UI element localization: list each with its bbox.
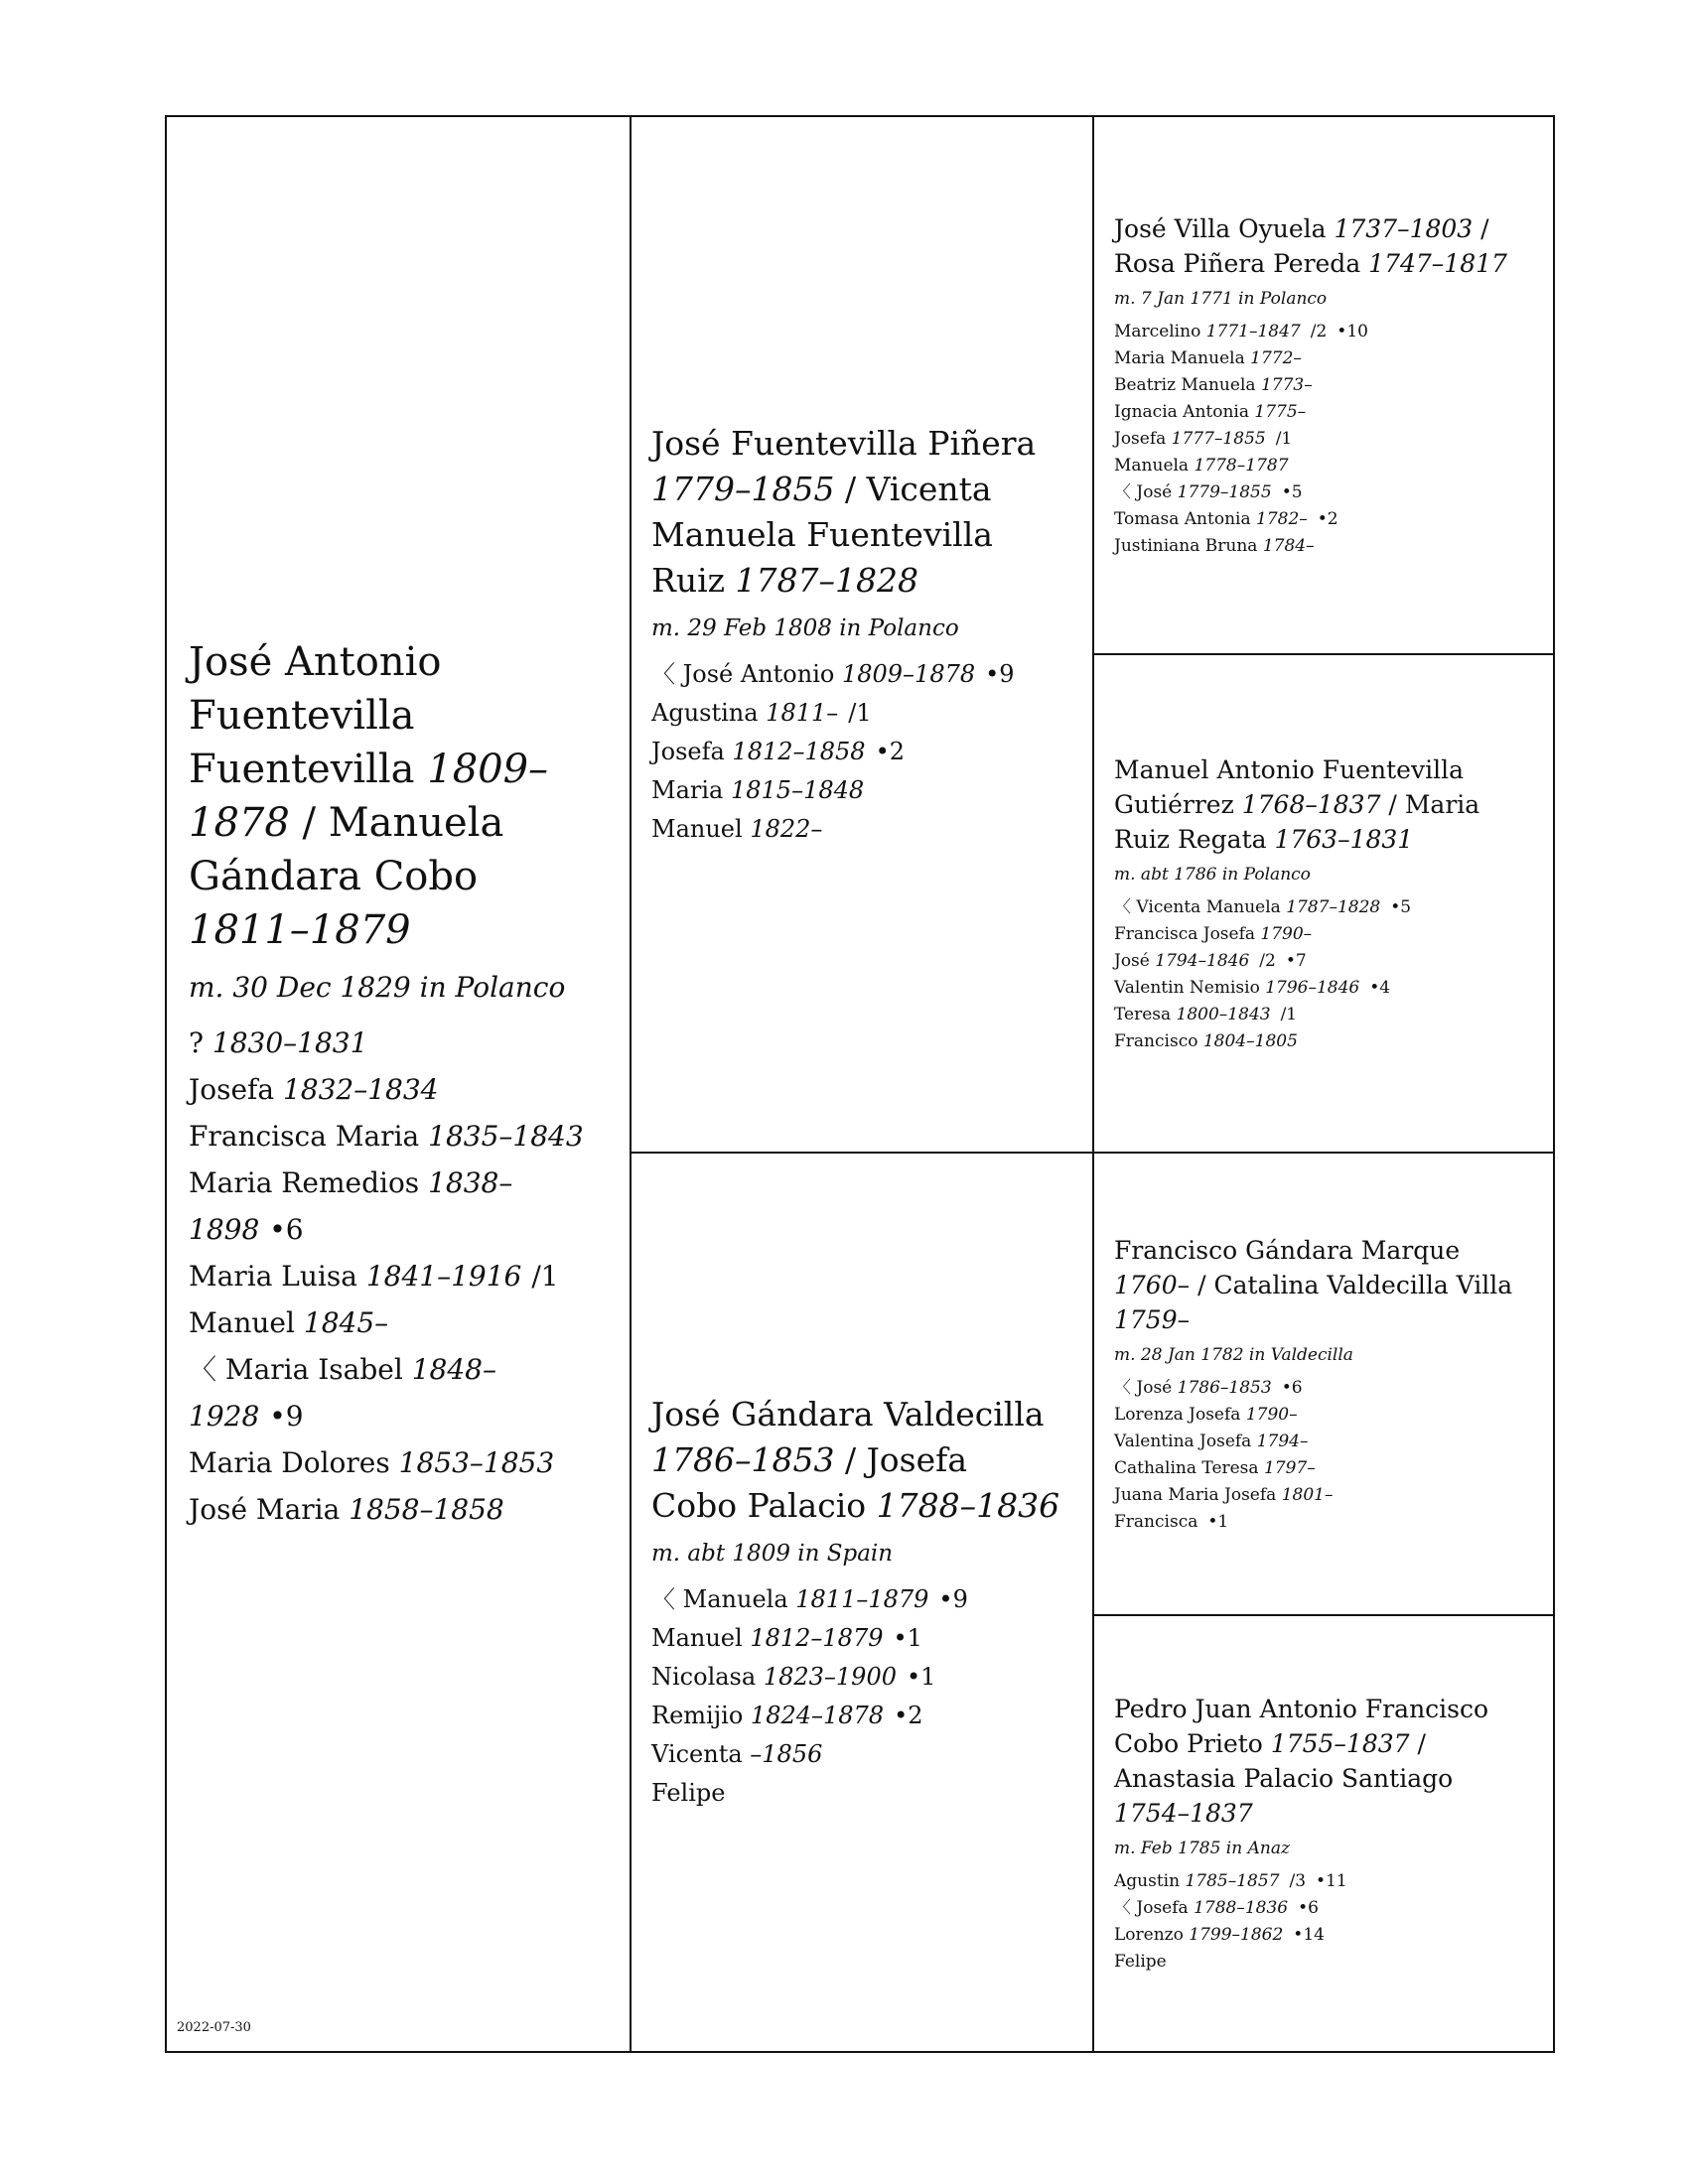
child-years: 1815–1848 [730,775,865,804]
child-name: Manuela [1114,455,1190,476]
children-count: •7 [1285,950,1307,971]
children-list [651,1580,1062,1813]
child-years: 1790– [1245,1404,1298,1425]
husband-years: 1737–1803 [1334,213,1474,243]
child-name: ? [189,1026,205,1059]
direct-line-marker: 〈 [1114,896,1131,917]
child-name: Felipe [651,1779,726,1807]
child-item [651,655,1062,694]
child-item [1114,426,1531,453]
wife-name: Rosa Piñera Pereda [1114,248,1361,278]
children-count: •6 [1281,1377,1303,1398]
children-count: •1 [893,1624,922,1652]
children-count: •9 [985,659,1015,688]
couple-heading: José Villa Oyuela 1737–1803 / Rosa Piñera Pereda 1747–1817 [1114,213,1507,278]
child-years: 1812–1879 [750,1624,884,1652]
child-name: Justiniana Bruna [1114,535,1258,556]
child-years: 1773– [1260,374,1313,395]
child-years: 1786–1853 [1177,1377,1272,1398]
wife-name: Catalina Valdecilla Villa [1213,1270,1513,1299]
child-name: Manuel [651,814,743,843]
family-maternal [630,1154,1092,2051]
children-list [1114,1868,1531,1976]
child-item [1114,1868,1531,1895]
children-count: •11 [1316,1871,1347,1891]
child-name: Maria Isabel [224,1353,403,1386]
child-name: Francisca Maria [189,1120,420,1153]
child-item [1114,975,1531,1002]
child-years: 1832–1834 [282,1073,439,1106]
husband-years: 1760– [1114,1270,1191,1299]
wife-name: Maria Ruiz Regata [1114,789,1480,854]
child-years: 1796–1846 [1265,977,1360,998]
child-name: José [1136,481,1173,502]
couple-heading: José Gándara Valdecilla 1786–1853 / Josefa Cobo Palacio 1788–1836 [651,1395,1060,1525]
direct-line-marker: 〈 [1114,1377,1131,1398]
marriage-info: m. 28 Jan 1782 in Valdecilla [1114,1344,1353,1365]
child-item [651,694,1062,733]
child-name: Maria Remedios [189,1166,420,1199]
couple-heading: José Antonio Fuentevilla Fuentevilla 1809–1878 / Manuela Gándara Cobo 1811–1879 [189,639,549,953]
child-item [1114,1455,1531,1482]
child-item [1114,453,1531,479]
child-years: 1809–1878 [841,659,976,688]
child-item [651,1658,1062,1697]
wife-years: 1763–1831 [1274,824,1414,854]
child-item [1114,1949,1531,1976]
couple-heading: Manuel Antonio Fuentevilla Gutiérrez 1768–1837 / Maria Ruiz Regata 1763–1831 [1114,754,1480,854]
child-name: Vicenta [651,1740,743,1768]
child-years: 1830–1831 [211,1026,368,1059]
child-years: 1811– [766,698,839,727]
wife-years: 1811–1879 [189,907,411,953]
child-years: 1801– [1281,1484,1334,1505]
husband-name: José Antonio Fuentevilla Fuentevilla [189,639,442,792]
marriage-info: m. 30 Dec 1829 in Polanco [189,971,566,1004]
child-item [189,1066,600,1113]
child-name: Valentin Nemisio [1114,977,1260,998]
child-item [1114,372,1531,399]
children-count: •6 [1298,1898,1319,1918]
child-years: 1823–1900 [763,1663,897,1691]
children-count: •9 [938,1585,968,1613]
direct-line-marker: 〈 [189,1353,217,1386]
children-count: •14 [1293,1925,1325,1945]
direct-line-marker: 〈 [1114,1898,1131,1918]
marriage-count: /2 [1259,950,1276,971]
child-item [189,1160,600,1253]
husband-name: Manuel Antonio Fuentevilla Gutiérrez [1114,754,1464,819]
marriage-count: /1 [848,698,872,727]
children-list [651,655,1062,849]
children-list [1114,894,1531,1055]
child-years: 1775– [1254,401,1307,422]
child-years: 1848–1928 [189,1353,496,1433]
child-item [651,771,1062,810]
child-name: Francisca [1114,1511,1198,1532]
child-years: 1838–1898 [189,1166,513,1246]
generation-1-column [167,117,632,2051]
child-item [651,810,1062,849]
footer-date: 2022-07-30 [177,2020,251,2035]
child-item [1114,948,1531,975]
child-name: Vicenta Manuela [1136,896,1281,917]
child-item [1114,345,1531,372]
couple-heading: José Fuentevilla Piñera 1779–1855 / Vicenta Manuela Fuentevilla Ruiz 1787–1828 [651,423,1037,600]
child-years: 1784– [1262,535,1315,556]
child-name: Josefa [1114,428,1167,449]
marriage-count: /1 [1280,1004,1298,1024]
child-name: Josefa [1136,1898,1189,1918]
child-name: José [1136,1377,1173,1398]
child-item [1114,1002,1531,1028]
marriage-count: /3 [1289,1871,1307,1891]
child-item [651,1697,1062,1735]
children-list [1114,1375,1531,1536]
child-name: Beatriz Manuela [1114,374,1256,395]
family-paternal-grandparents-1 [1092,117,1553,655]
child-years: 1812–1858 [732,737,866,765]
child-name: Ignacia Antonia [1114,401,1249,422]
wife-years: 1754–1837 [1114,1799,1253,1828]
child-item [1114,1402,1531,1429]
family-maternal-grandparents-1 [1092,1154,1553,1616]
child-name: Maria Manuela [1114,347,1245,368]
child-item [1114,399,1531,426]
husband-name: José Fuentevilla Piñera [651,423,1037,463]
children-list [1114,319,1531,560]
child-years: 1785–1857 [1185,1871,1280,1891]
child-item [1114,319,1531,345]
child-name: Cathalina Teresa [1114,1457,1259,1478]
child-years: 1771–1847 [1205,321,1301,341]
child-item [1114,921,1531,948]
family-paternal [630,117,1092,1154]
children-count: •2 [1317,508,1338,529]
child-years: 1824–1878 [750,1702,885,1729]
wife-years: 1788–1836 [876,1486,1060,1525]
direct-line-marker: 〈 [651,659,675,688]
child-years: 1800–1843 [1176,1004,1271,1024]
husband-name: José Villa Oyuela [1114,213,1327,243]
child-name: Marcelino [1114,321,1201,341]
child-years: 1772– [1250,347,1302,368]
child-item [189,1253,600,1299]
husband-years: 1779–1855 [651,469,835,508]
child-name: Tomasa Antonia [1114,508,1251,529]
child-item [189,1113,600,1160]
child-years: 1787–1828 [1286,896,1381,917]
child-years: 1797– [1263,1457,1316,1478]
child-name: Francisca Josefa [1114,923,1256,944]
child-years: 1835–1843 [428,1120,584,1153]
child-years: 1841–1916 [365,1260,522,1293]
child-name: Josefa [189,1073,275,1106]
child-item [651,1774,1062,1813]
child-item [189,1020,600,1066]
child-name: Teresa [1114,1004,1172,1024]
child-years: 1804–1805 [1202,1030,1298,1051]
family-main [167,117,630,2051]
child-item [1114,1509,1531,1536]
child-item [189,1299,600,1346]
children-count: •5 [1390,896,1412,917]
child-name: José [1114,950,1150,971]
child-item [1114,1375,1531,1402]
children-count: •10 [1336,321,1368,341]
child-years: 1799–1862 [1189,1925,1284,1945]
child-years: 1845– [303,1306,389,1339]
generation-2-column [630,117,1094,2051]
couple-heading: Francisco Gándara Marque 1760– / Catalina Valdecilla Villa 1759– [1114,1235,1513,1334]
marriage-info: m. 7 Jan 1771 in Polanco [1114,288,1328,309]
child-name: Manuela [682,1585,788,1613]
children-list [189,1020,600,1533]
child-years: 1778–1787 [1194,455,1289,476]
children-count: •2 [894,1702,923,1729]
child-item [1114,1429,1531,1455]
child-item [651,1619,1062,1658]
wife-years: 1747–1817 [1368,248,1507,278]
husband-name: Francisco Gándara Marque [1114,1235,1461,1265]
wife-name: Josefa Cobo Palacio [651,1440,968,1525]
wife-years: 1787–1828 [735,560,919,600]
child-years: –1856 [750,1740,823,1768]
direct-line-marker: 〈 [651,1585,675,1613]
child-years: 1858–1858 [349,1493,504,1526]
child-item [1114,1028,1531,1055]
child-years: 1794–1846 [1155,950,1250,971]
child-name: Lorenzo [1114,1925,1184,1945]
child-name: Maria Luisa [189,1260,357,1293]
marriage-info: m. Feb 1785 in Anaz [1114,1839,1290,1858]
wife-years: 1759– [1114,1304,1191,1334]
marriage-info: m. 29 Feb 1808 in Polanco [651,614,959,641]
children-count: •6 [269,1213,304,1246]
child-name: Francisco [1114,1030,1198,1051]
child-name: José Antonio [682,659,835,688]
child-item [1114,479,1531,506]
children-count: •9 [269,1400,304,1433]
children-count: •2 [875,737,906,765]
child-name: Felipe [1114,1952,1167,1972]
child-item [651,1735,1062,1774]
child-years: 1853–1853 [398,1446,555,1479]
child-name: Agustina [651,698,759,727]
child-name: Maria Dolores [189,1446,390,1479]
child-name: José Maria [189,1493,341,1526]
husband-years: 1755–1837 [1270,1729,1410,1758]
child-name: Nicolasa [651,1663,757,1691]
child-name: Manuel [651,1624,743,1652]
children-count: •1 [906,1663,936,1691]
child-name: Maria [651,775,724,804]
child-item [1114,1482,1531,1509]
husband-years: 1809–1878 [189,747,549,846]
child-item [1114,1895,1531,1922]
child-item [189,1439,600,1486]
child-years: 1777–1855 [1171,428,1266,449]
child-item [651,733,1062,771]
wife-name: Manuela Gándara Cobo [189,800,504,899]
child-years: 1822– [750,814,823,843]
pedigree-chart [165,115,1555,2053]
wife-name: Anastasia Palacio Santiago [1114,1764,1454,1793]
husband-years: 1768–1837 [1241,789,1381,819]
marriage-count: /1 [1275,428,1293,449]
direct-line-marker: 〈 [1114,481,1131,502]
child-years: 1782– [1256,508,1308,529]
child-item [1114,894,1531,921]
child-name: Manuel [189,1306,295,1339]
child-name: Lorenza Josefa [1114,1404,1241,1425]
marriage-count: /2 [1310,321,1328,341]
children-count: •5 [1281,481,1303,502]
marriage-info: m. abt 1786 in Polanco [1114,864,1311,885]
child-name: Valentina Josefa [1114,1431,1252,1451]
marriage-info: m. abt 1809 in Spain [651,1541,894,1567]
child-years: 1811–1879 [795,1585,929,1613]
child-item [189,1346,600,1439]
child-item [189,1486,600,1533]
child-item [1114,506,1531,533]
wife-name: Vicenta Manuela Fuentevilla Ruiz [651,469,993,600]
husband-name: José Gándara Valdecilla [651,1395,1045,1433]
child-name: Remijio [651,1702,744,1729]
child-years: 1779–1855 [1177,481,1272,502]
child-years: 1788–1836 [1194,1898,1289,1918]
child-name: Josefa [651,737,725,765]
children-count: •1 [1207,1511,1229,1532]
child-item [1114,1922,1531,1949]
couple-heading: Pedro Juan Antonio Francisco Cobo Prieto 1755–1837 / Anastasia Palacio Santiago 1754–1837 [1114,1695,1489,1828]
child-name: Agustin [1114,1871,1181,1891]
generation-3-column [1092,117,1553,2051]
child-item [1114,533,1531,560]
child-years: 1794– [1256,1431,1309,1451]
husband-name: Pedro Juan Antonio Francisco Cobo Prieto [1114,1695,1489,1758]
child-name: Juana Maria Josefa [1114,1484,1277,1505]
family-maternal-grandparents-2 [1092,1616,1553,2051]
children-count: •4 [1369,977,1391,998]
marriage-count: /1 [531,1260,559,1293]
family-paternal-grandparents-2 [1092,655,1553,1154]
child-years: 1790– [1260,923,1313,944]
husband-years: 1786–1853 [651,1440,835,1479]
child-item [651,1580,1062,1619]
